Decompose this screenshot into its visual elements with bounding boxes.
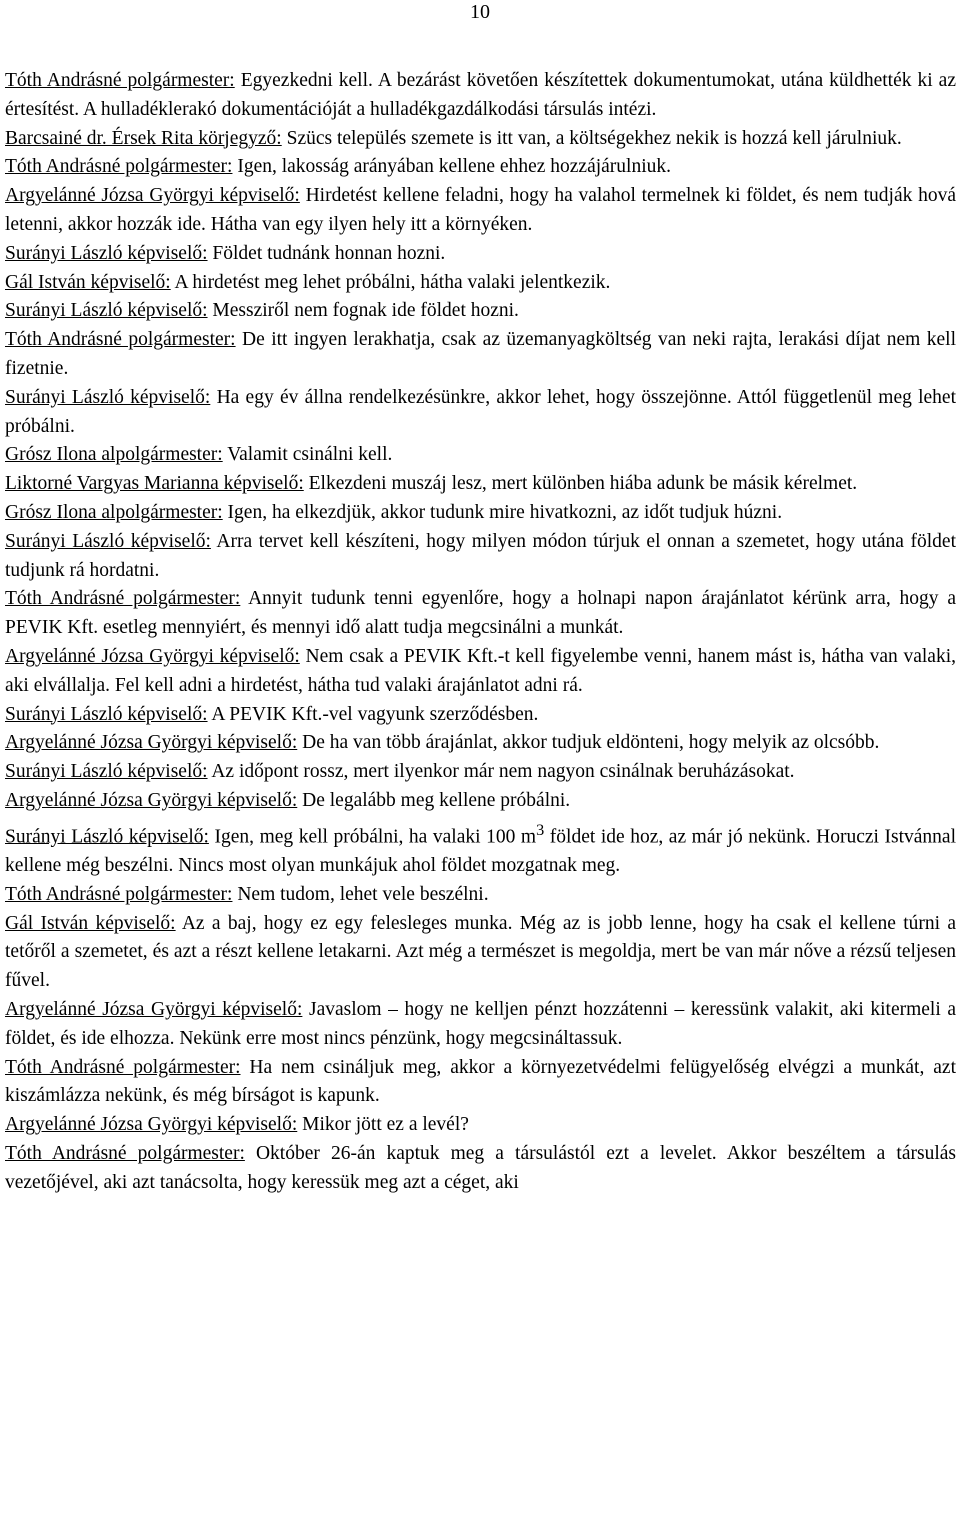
speech-text: Igen, ha elkezdjük, akkor tudunk mire hivatkozni, az időt tudjuk húzni. [222,501,783,523]
speech-text: Arra tervet kell készíteni, hogy milyen módon túrjuk el onnan a szemetet, hogy utána földet tudjunk rá hordatni. [5,530,957,581]
speech-text: Annyit tudunk tenni egyenlőre, hogy a holnapi napon árajánlatot kérünk arra, hogy a PEVIK Kft. esetleg mennyiért, és mennyi idő alatt tudja megcsinálni a munkát. [5,588,956,639]
speaker-name: Barcsainé dr. Érsek Rita körjegyző: [5,127,282,149]
speech-text: Igen, meg kell próbálni, ha valaki 100 m [208,826,537,848]
speaker-name: Gál István képviselő: [5,271,171,293]
minutes-body [5,67,956,1198]
minutes-paragraph [5,1140,956,1198]
speech-text: Valamit csinálni kell. [222,444,393,466]
speaker-name: Tóth Andrásné polgármester: [5,329,236,351]
speaker-name: Surányi László képviselő: [5,826,209,848]
minutes-paragraph [5,729,956,758]
minutes-paragraph [5,470,956,499]
minutes-paragraph [5,528,956,586]
speech-text: Messziről nem fognak ide földet hozni. [207,300,519,322]
speaker-name: Argyelánné Józsa Györgyi képviselő: [5,789,298,811]
minutes-paragraph [5,585,956,643]
speech-text: De itt ingyen lerakhatja, csak az üzemanyagköltség van neki rajta, lerakási díjat nem kell fizetnie. [5,329,956,379]
minutes-paragraph [5,881,956,910]
speech-text: Ha egy év állna rendelkezésünkre, akkor lehet, hogy összejönne. Attól függetlenül meg lehet próbálni. [5,386,956,437]
speech-text: De legalább meg kellene próbálni. [297,789,571,811]
speech-text: Mikor jött ez a levél? [297,1114,469,1136]
minutes-paragraph [5,701,956,730]
minutes-paragraph [5,499,956,528]
speaker-name: Tóth Andrásné polgármester: [5,1142,245,1164]
speaker-name: Surányi László képviselő: [5,761,208,783]
speech-text: Nem csak a PEVIK Kft.-t kell figyelembe venni, hanem mást is, hátha van valaki, aki elvállalja. Fel kell adni a hirdetést, hátha tud valaki árajánlatot adni rá. [5,645,956,696]
speaker-name: Argyelánné Józsa Györgyi képviselő: [5,1114,298,1136]
speaker-name: Liktorné Vargyas Marianna képviselő: [5,473,304,495]
minutes-paragraph [5,910,956,996]
speaker-name: Tóth Andrásné polgármester: [5,156,233,178]
minutes-paragraph [5,125,956,154]
speaker-name: Tóth Andrásné polgármester: [5,70,235,91]
speech-text: Szücs település szemete is itt van, a költségekhez nekik is hozzá kell járulniuk. [281,127,902,149]
speaker-name: Surányi László képviselő: [5,386,211,408]
speech-text: Ha nem csináljuk meg, akkor a környezetvédelmi felügyelőség elvégzi a munkát, azt kiszámlázza nekünk, és még bírságot is kapunk. [5,1056,956,1107]
speaker-name: Surányi László képviselő: [5,300,208,322]
minutes-paragraph [5,384,956,442]
speaker-name: Argyelánné Józsa Györgyi képviselő: [5,185,300,207]
speech-text: Az a baj, hogy ez egy felesleges munka. Még az is jobb lenne, hogy ha csak el kellene túrni a tetőről a szemetet, és azt a részt kellene letakarni. Azt még a természet is megoldja, mert be van már nőve a rézsű teljesen fűvel. [5,912,957,992]
minutes-paragraph [5,269,956,298]
speaker-name: Grósz Ilona alpolgármester: [5,444,223,466]
minutes-paragraph [5,153,956,182]
minutes-paragraph [5,297,956,326]
speech-text: Nem tudom, lehet vele beszélni. [232,883,489,905]
speech-text: Elkezdeni muszáj lesz, mert különben hiába adunk be másik kérelmet. [303,473,858,495]
minutes-paragraph [5,67,956,125]
minutes-paragraph [5,1111,956,1140]
speech-text: Javaslom – hogy ne kelljen pénzt hozzátenni – keressünk valakit, aki kitermeli a földet, és ide elhozza. Nekünk erre most nincs pénzünk, hogy megcsináltassuk. [5,999,956,1049]
speaker-name: Grósz Ilona alpolgármester: [5,501,223,523]
speech-text: De ha van több árajánlat, akkor tudjuk eldönteni, hogy melyik az olcsóbb. [297,732,880,754]
minutes-paragraph [5,240,956,269]
speaker-name: Tóth Andrásné polgármester: [5,883,233,905]
speaker-name: Argyelánné Józsa Györgyi képviselő: [5,645,300,667]
speaker-name: Argyelánné Józsa Györgyi képviselő: [5,999,303,1020]
speech-text-continued: földet ide hoz, az már jó nekünk. Horuczi Istvánnal kellene még beszélni. Nincs most olyan munkájuk ahol földet mozgatnak meg. [5,826,956,877]
speech-text: Földet tudnánk honnan hozni. [207,242,446,264]
page-number: 10 [470,1,490,23]
minutes-paragraph [5,816,956,881]
speech-text: A hirdetést meg lehet próbálni, hátha valaki jelentkezik. [170,271,611,293]
speaker-name: Surányi László képviselő: [5,530,211,552]
speech-text: Igen, lakosság arányában kellene ehhez hozzájárulniuk. [232,156,672,178]
minutes-paragraph [5,758,956,787]
speech-text: Egyezkedni kell. A bezárást követően készítettek dokumentumokat, utána küldhették ki az értesítést. A hulladéklerakó dokumentációját a hulladékgazdálkodási társulás intézi. [5,70,956,120]
speech-text: Hirdetést kellene feladni, hogy ha valahol termelnek ki földet, és nem tudják hová letenni, akkor hozzák ide. Hátha van egy ilyen hely itt a környéken. [5,185,957,235]
speech-text: A PEVIK Kft.-vel vagyunk szerződésben. [207,703,539,725]
minutes-paragraph [5,441,956,470]
minutes-paragraph [5,182,956,240]
superscript-exponent: 3 [536,820,545,839]
speaker-name: Surányi László képviselő: [5,242,208,264]
minutes-paragraph [5,643,956,701]
speech-text: Az időpont rossz, mert ilyenkor már nem nagyon csinálnak beruházásokat. [207,761,795,783]
minutes-paragraph [5,1054,956,1112]
minutes-paragraph [5,326,956,384]
minutes-paragraph [5,787,956,816]
speaker-name: Tóth Andrásné polgármester: [5,1056,241,1078]
speaker-name: Argyelánné Józsa Györgyi képviselő: [5,732,298,754]
speaker-name: Gál István képviselő: [5,912,176,934]
speech-text: Október 26-án kaptuk meg a társulástól ezt a levelet. Akkor beszéltem a társulás vezetőjével, aki azt tanácsolta, hogy keressük meg azt a céget, aki [5,1142,956,1193]
minutes-paragraph [5,996,956,1054]
speaker-name: Tóth Andrásné polgármester: [5,588,241,610]
speaker-name: Surányi László képviselő: [5,703,208,725]
